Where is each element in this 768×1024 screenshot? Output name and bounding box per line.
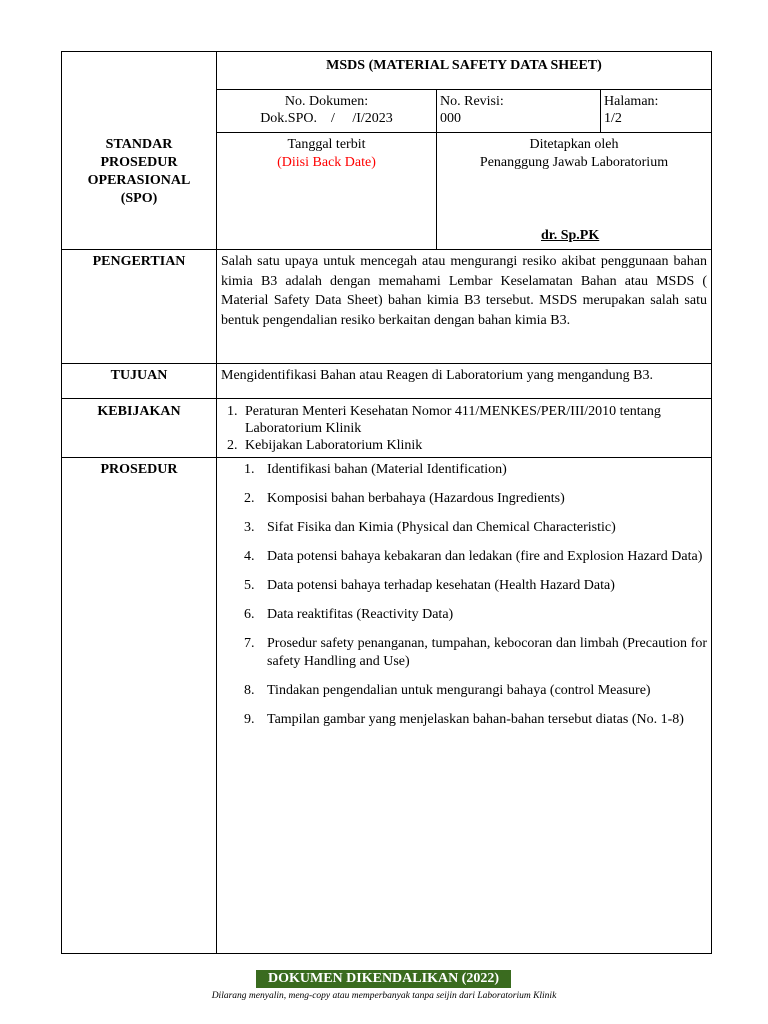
list-item-text: Prosedur safety penanganan, tumpahan, kebocoran dan limbah (Precaution for safety Handling and Use) xyxy=(267,636,707,669)
list-item-text: Sifat Fisika dan Kimia (Physical dan Chemical Characteristic) xyxy=(267,520,616,535)
issued-date-label: Tanggal terbit xyxy=(287,137,366,152)
list-item-number: 7. xyxy=(244,636,255,651)
list-item xyxy=(219,461,707,479)
approved-by-role: Penanggung Jawab Laboratorium xyxy=(479,155,669,170)
revision-label: No. Revisi: xyxy=(440,94,504,109)
list-item-number: 1. xyxy=(227,404,238,419)
list-item-number: 9. xyxy=(244,712,255,727)
list-item xyxy=(219,606,707,624)
spo-line-4: (SPO) xyxy=(120,191,158,206)
list-item-number: 3. xyxy=(244,520,255,535)
list-item-number: 5. xyxy=(244,578,255,593)
list-item xyxy=(219,437,707,454)
list-item xyxy=(219,635,707,671)
list-item-number: 2. xyxy=(244,491,255,506)
list-item-text: Tindakan pengendalian untuk mengurangi bahaya (control Measure) xyxy=(267,683,651,698)
list-item xyxy=(219,519,707,537)
issued-date-value: (Diisi Back Date) xyxy=(277,155,376,170)
list-item xyxy=(219,711,707,729)
prosedur-label: PROSEDUR xyxy=(100,462,178,477)
prosedur-list xyxy=(219,461,707,729)
revision-value: 000 xyxy=(440,111,461,126)
spo-line-3: OPERASIONAL xyxy=(87,173,191,188)
controlled-document-badge: DOKUMEN DIKENDALIKAN (2022) xyxy=(256,970,511,988)
list-item-text: Data potensi bahaya terhadap kesehatan (Health Hazard Data) xyxy=(267,578,615,593)
tujuan-text: Mengidentifikasi Bahan atau Reagen di Laboratorium yang mengandung B3. xyxy=(221,368,653,383)
kebijakan-label: KEBIJAKAN xyxy=(97,404,181,419)
tujuan-label: TUJUAN xyxy=(110,368,168,383)
list-item-text: Data reaktifitas (Reactivity Data) xyxy=(267,607,454,622)
list-item xyxy=(219,577,707,595)
list-item-number: 8. xyxy=(244,683,255,698)
doc-number-label: No. Dokumen: xyxy=(284,94,369,109)
pengertian-text: Salah satu upaya untuk mencegah atau mengurangi resiko akibat penggunaan bahan kimia B3 adalah dengan memahami Lembar Keselamatan Bahan atau MSDS ( Material Safety Data Sheet) bahan kimia B3 tersebut. MSDS merupakan salah satu bentuk pengendalian resiko berkaitan dengan bahan kimia B3. xyxy=(221,254,707,328)
approved-by-label: Ditetapkan oleh xyxy=(529,137,619,152)
page-label: Halaman: xyxy=(604,94,659,109)
page-value: 1/2 xyxy=(604,111,622,126)
list-item xyxy=(219,548,707,566)
list-item-text: Komposisi bahan berbahaya (Hazardous Ingredients) xyxy=(267,491,565,506)
list-item-number: 6. xyxy=(244,607,255,622)
spo-line-1: STANDAR xyxy=(105,137,173,152)
list-item-number: 2. xyxy=(227,438,238,453)
list-item xyxy=(219,403,707,437)
document-title: MSDS (MATERIAL SAFETY DATA SHEET) xyxy=(326,58,602,73)
list-item-text: Identifikasi bahan (Material Identification) xyxy=(267,462,507,477)
list-item-number: 1. xyxy=(244,462,255,477)
copy-restriction-note: Dilarang menyalin, meng-copy atau memperbanyak tanpa seijin dari Laboratorium Klinik xyxy=(211,991,557,1001)
doc-number-value: Dok.SPO. / /I/2023 xyxy=(260,111,393,126)
list-item xyxy=(219,682,707,700)
list-item-text: Kebijakan Laboratorium Klinik xyxy=(245,438,423,453)
signer-name: dr. Sp.PK xyxy=(541,228,600,243)
list-item-text: Data potensi bahaya kebakaran dan ledakan (fire and Explosion Hazard Data) xyxy=(267,549,703,564)
list-item-text: Tampilan gambar yang menjelaskan bahan-bahan tersebut diatas (No. 1-8) xyxy=(267,712,684,727)
pengertian-label: PENGERTIAN xyxy=(92,254,186,269)
spo-line-2: PROSEDUR xyxy=(100,155,178,170)
kebijakan-list xyxy=(219,403,707,454)
list-item-number: 4. xyxy=(244,549,255,564)
list-item-text: Peraturan Menteri Kesehatan Nomor 411/MENKES/PER/III/2010 tentang Laboratorium Klinik xyxy=(245,404,661,436)
list-item xyxy=(219,490,707,508)
